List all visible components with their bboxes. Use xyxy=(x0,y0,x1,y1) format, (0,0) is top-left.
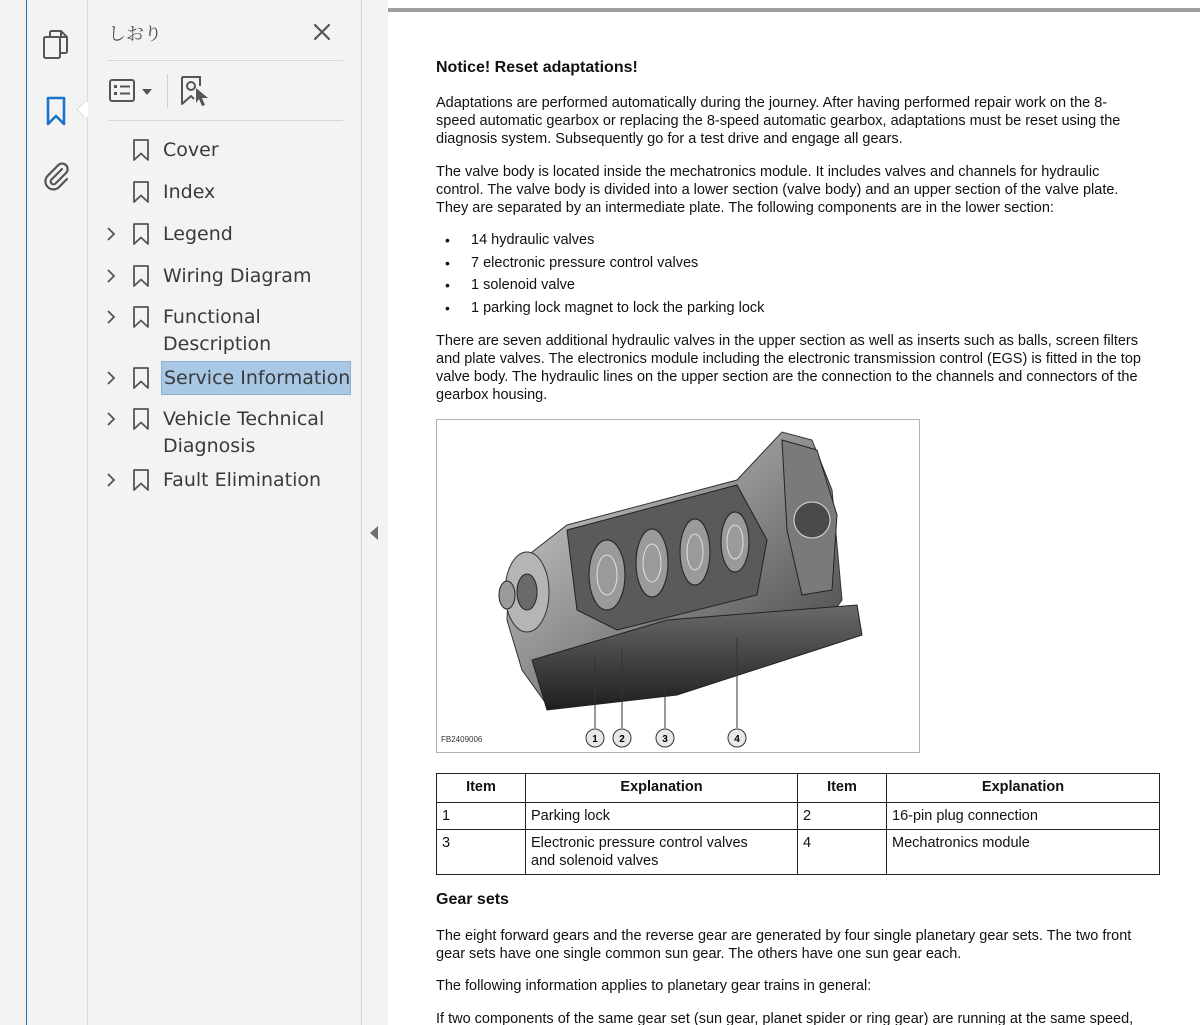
chevron-right-icon[interactable] xyxy=(104,411,118,427)
collapse-panel-arrow-icon[interactable] xyxy=(370,526,378,540)
attachments-button[interactable] xyxy=(36,155,76,195)
bookmark-icon xyxy=(132,222,150,246)
gearbox-illustration xyxy=(437,420,919,752)
cell-line: and solenoid valves xyxy=(531,853,659,869)
paragraph xyxy=(436,927,1192,963)
callout-2: 2 xyxy=(619,734,625,745)
paragraph: If two components of the same gear set (sun gear, planet spider or ring gear) are running at the same speed, xyxy=(436,1011,1134,1025)
text-line: speed automatic gearbox or replacing the 8-speed automatic gearbox, adaptations must be reset using the xyxy=(436,113,1121,129)
bookmark-label: Functional xyxy=(163,306,261,328)
table-cell xyxy=(526,830,798,875)
paragraph xyxy=(436,163,1192,217)
list-item: • 1 parking lock magnet to lock the parking lock xyxy=(436,299,764,322)
bookmark-label: Cover xyxy=(163,139,219,161)
table-cell: 2 xyxy=(798,803,887,830)
text-line: control. The valve body is divided into a lower section (valve body) and an upper section of the valve plate. xyxy=(436,182,1119,198)
panel-splitter[interactable] xyxy=(362,0,388,1025)
table-header: Explanation xyxy=(526,774,798,803)
table-header: Item xyxy=(798,774,887,803)
bookmark-label: Wiring Diagram xyxy=(163,265,312,287)
bookmark-icon xyxy=(132,180,150,204)
document-viewport[interactable] xyxy=(388,0,1200,1025)
navigation-rail xyxy=(0,0,88,1025)
paragraph xyxy=(436,332,1192,404)
table-cell: 3 xyxy=(437,830,526,875)
close-panel-button[interactable] xyxy=(310,20,334,44)
bookmark-icon xyxy=(132,305,150,329)
text-line: They are separated by an intermediate plate. The following components are in the lower section: xyxy=(436,200,1054,216)
list-item: • 1 solenoid valve xyxy=(436,276,764,299)
bookmark-label: Fault Elimination xyxy=(163,469,322,491)
bookmark-icon xyxy=(132,366,150,390)
list-item: • 7 electronic pressure control valves xyxy=(436,254,764,277)
text-line: and plate valves. The electronics module including the electronic transmission control (EGS) is fitted in the top xyxy=(436,351,1141,367)
list-item: • 14 hydraulic valves xyxy=(436,231,764,254)
cell-line: Electronic pressure control valves xyxy=(531,835,748,851)
bookmark-label: Service Information xyxy=(161,361,351,395)
table-cell: 16-pin plug connection xyxy=(887,803,1160,830)
close-icon xyxy=(310,20,334,44)
figure-code: FB2409006 xyxy=(441,735,483,744)
table-cell: 4 xyxy=(798,830,887,875)
text-line: Adaptations are performed automatically during the journey. After having performed repair work on the 8- xyxy=(436,95,1108,111)
bookmark-icon xyxy=(132,138,150,162)
paragraph: The following information applies to planetary gear trains in general: xyxy=(436,978,872,994)
chevron-right-icon[interactable] xyxy=(104,309,118,325)
bookmark-icon xyxy=(132,407,150,431)
bookmark-icon xyxy=(44,95,68,127)
table-cell: Mechatronics module xyxy=(887,830,1160,875)
table-header: Item xyxy=(437,774,526,803)
window-edge xyxy=(26,0,27,1025)
panel-title: しおり xyxy=(108,24,162,45)
bookmark-label: Index xyxy=(163,181,216,203)
table-cell: Parking lock xyxy=(526,803,798,830)
paperclip-icon xyxy=(40,159,72,191)
chevron-right-icon[interactable] xyxy=(104,472,118,488)
bookmark-add-icon xyxy=(178,74,212,108)
section-heading: Gear sets xyxy=(436,891,509,908)
callout-4: 4 xyxy=(734,734,740,745)
callout-1: 1 xyxy=(592,734,598,745)
page-top-edge xyxy=(388,8,1200,12)
text-line: valve body. The hydraulic lines on the upper section are the connection to the channels and connectors of the xyxy=(436,369,1138,385)
list-options-icon xyxy=(108,76,158,106)
legend-table xyxy=(436,773,1160,875)
text-line: The valve body is located inside the mechatronics module. It includes valves and channels for hydraulic xyxy=(436,164,1100,180)
table-row xyxy=(437,803,1160,830)
bookmark-icon xyxy=(132,468,150,492)
bookmark-label: Legend xyxy=(163,223,233,245)
divider xyxy=(108,120,343,121)
text-line: The eight forward gears and the reverse gear are generated by four single planetary gear sets. The two front xyxy=(436,928,1132,944)
section-heading: Notice! Reset adaptations! xyxy=(436,59,638,76)
table-cell: 1 xyxy=(437,803,526,830)
paragraph xyxy=(436,94,1192,148)
bookmark-label-line2: Description xyxy=(163,333,272,355)
new-bookmark-button[interactable] xyxy=(178,74,212,108)
bookmark-options-button[interactable] xyxy=(108,76,158,106)
chevron-right-icon[interactable] xyxy=(104,268,118,284)
callout-3: 3 xyxy=(662,734,668,745)
bookmark-icon xyxy=(132,264,150,288)
chevron-right-icon[interactable] xyxy=(104,226,118,242)
chevron-right-icon[interactable] xyxy=(104,370,118,386)
table-header: Explanation xyxy=(887,774,1160,803)
gearbox-figure xyxy=(436,419,920,753)
text-line: There are seven additional hydraulic valves in the upper section as well as inserts such as balls, screen filters xyxy=(436,333,1138,349)
bookmark-label-line2: Diagnosis xyxy=(163,435,256,457)
text-line: gearbox housing. xyxy=(436,387,548,403)
bullet-list xyxy=(436,231,764,321)
table-row xyxy=(437,830,1160,875)
bookmarks-button[interactable] xyxy=(36,91,76,131)
pages-button[interactable] xyxy=(36,25,76,65)
text-line: gear sets have one single common sun gear. The others have one sun gear each. xyxy=(436,946,962,962)
divider xyxy=(108,60,343,61)
table-header-row xyxy=(437,774,1160,803)
toolbar-divider xyxy=(167,74,168,108)
text-line: diagnosis system. Subsequently go for a test drive and engage all gears. xyxy=(436,131,903,147)
copy-pages-icon xyxy=(41,28,71,62)
bookmark-label: Vehicle Technical xyxy=(163,408,325,430)
bookmarks-panel xyxy=(88,0,362,1025)
